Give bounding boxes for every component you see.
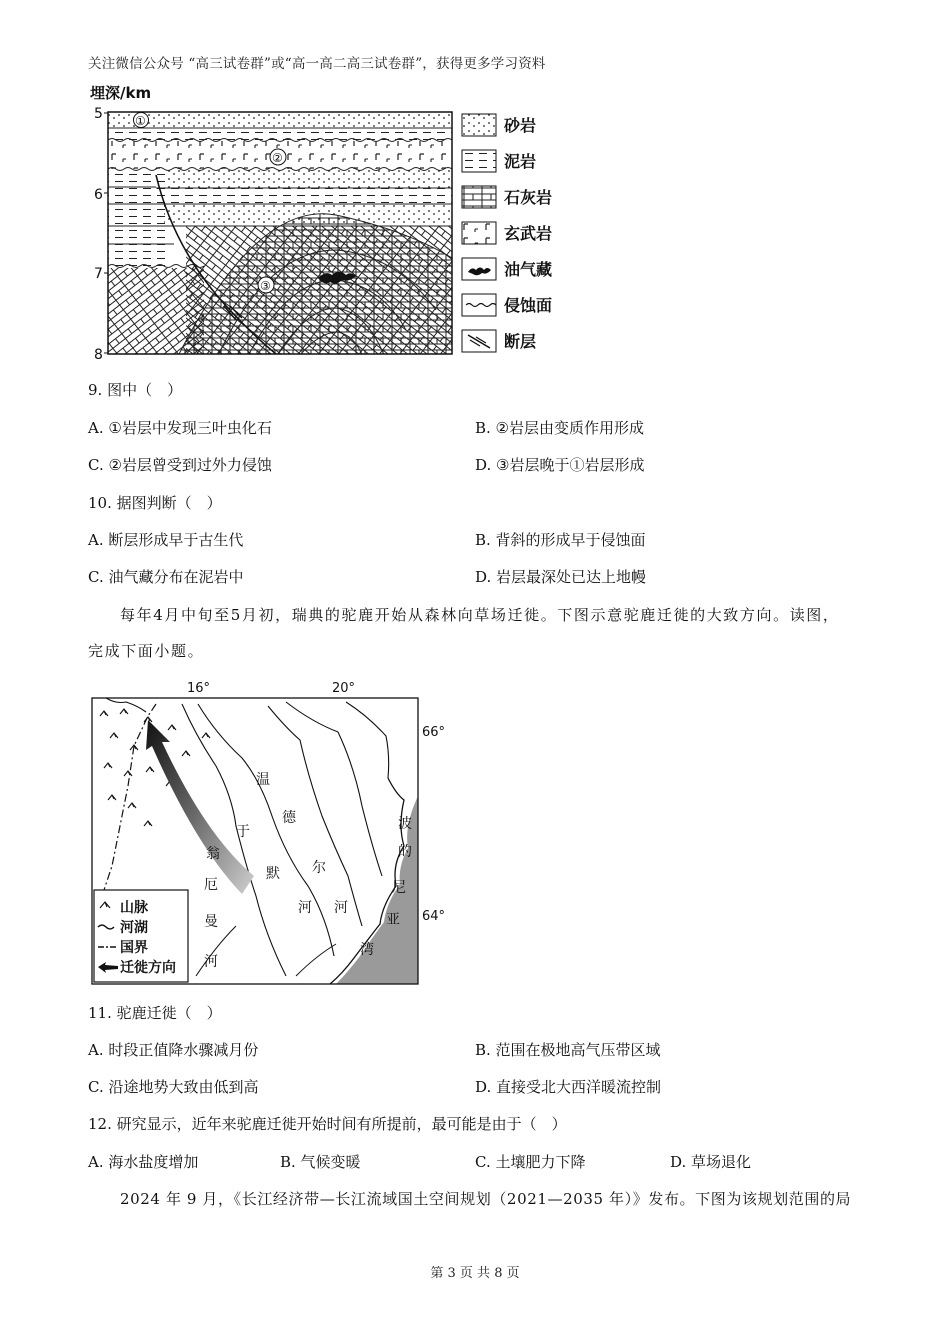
legend-fault: 断层 bbox=[504, 332, 537, 351]
figure1-legend bbox=[462, 114, 552, 352]
gulf-label-wan: 湾 bbox=[360, 942, 374, 958]
river-label-e: 厄 bbox=[204, 877, 218, 893]
river-label-mo: 默 bbox=[266, 866, 280, 882]
lat-label-64: 64° bbox=[422, 909, 446, 924]
q11-option-a[interactable]: A. 时段正值降水骤减月份 bbox=[88, 1041, 259, 1059]
q9-option-a[interactable]: A. ①岩层中发现三叶虫化石 bbox=[88, 419, 272, 437]
y-tick-5: 5 bbox=[94, 106, 103, 122]
q9-option-d[interactable]: D. ③岩层晚于①岩层形成 bbox=[475, 456, 645, 474]
river-label-he-3: 河 bbox=[334, 900, 348, 916]
legend-river: 河湖 bbox=[120, 920, 148, 936]
lat-label-66: 66° bbox=[422, 725, 446, 740]
page-footer: 第 3 页 共 8 页 bbox=[430, 1266, 520, 1281]
layer-marker-3: ③ bbox=[260, 279, 271, 293]
gulf-label-de: 的 bbox=[398, 844, 412, 860]
layer-marker-1: ① bbox=[135, 114, 146, 128]
river-label-er: 尔 bbox=[312, 860, 326, 876]
legend-basalt: 玄武岩 bbox=[504, 224, 553, 243]
map-legend bbox=[94, 890, 188, 982]
legend-erosion-surface: 侵蚀面 bbox=[504, 296, 553, 315]
gulf-label-ya: 亚 bbox=[386, 912, 400, 928]
legend-oil-gas: 油气藏 bbox=[504, 260, 553, 279]
yangtze-intro: 2024 年 9 月，《长江经济带—长江流域国土空间规划（2021—2035 年）》发布。下图为该规划范围的局 bbox=[120, 1190, 852, 1208]
q9-stem: 9. 图中（ ） bbox=[88, 381, 183, 399]
q10-option-b[interactable]: B. 背斜的形成早于侵蚀面 bbox=[475, 531, 646, 549]
legend-sandstone: 砂岩 bbox=[504, 116, 537, 135]
q12-option-d[interactable]: D. 草场退化 bbox=[670, 1153, 752, 1171]
q10-stem: 10. 据图判断（ ） bbox=[88, 494, 222, 512]
legend-migration: 迁徙方向 bbox=[120, 960, 176, 976]
q11-option-c[interactable]: C. 沿途地势大致由低到高 bbox=[88, 1078, 259, 1096]
y-tick-7: 7 bbox=[94, 266, 103, 282]
river-label-weng: 翁 bbox=[206, 846, 220, 862]
basalt-pattern-icon bbox=[462, 222, 496, 244]
y-tick-8: 8 bbox=[94, 347, 103, 363]
q9-option-b[interactable]: B. ②岩层由变质作用形成 bbox=[475, 419, 645, 437]
legend-mudstone: 泥岩 bbox=[504, 152, 537, 171]
q11-option-b[interactable]: B. 范围在极地高气压带区域 bbox=[475, 1041, 661, 1059]
reindeer-migration-map bbox=[86, 676, 466, 988]
q10-option-a[interactable]: A. 断层形成早于古生代 bbox=[88, 531, 244, 549]
river-label-he-2: 河 bbox=[298, 900, 312, 916]
q10-option-c[interactable]: C. 油气藏分布在泥岩中 bbox=[88, 568, 244, 586]
river-label-man: 曼 bbox=[204, 914, 218, 930]
q10-option-d[interactable]: D. 岩层最深处已达上地幔 bbox=[475, 568, 647, 586]
gulf-label-bo: 波 bbox=[398, 816, 412, 832]
reindeer-intro-line2: 完成下面小题。 bbox=[88, 642, 205, 660]
q11-option-d[interactable]: D. 直接受北大西洋暖流控制 bbox=[475, 1078, 662, 1096]
legend-limestone: 石灰岩 bbox=[504, 188, 553, 207]
river-label-he-1: 河 bbox=[204, 954, 218, 970]
y-axis-title: 埋深/km bbox=[90, 84, 152, 102]
reindeer-intro-line1: 每年4月中旬至5月初，瑞典的驼鹿开始从森林向草场迁徙。下图示意驼鹿迁徙的大致方向。读图， bbox=[120, 606, 840, 624]
river-label-yu: 于 bbox=[236, 824, 250, 840]
legend-mountain: 山脉 bbox=[120, 900, 148, 916]
q9-option-c[interactable]: C. ②岩层曾受到过外力侵蚀 bbox=[88, 456, 272, 474]
river-label-wen: 温 bbox=[256, 772, 270, 788]
sandstone-pattern-icon bbox=[462, 114, 496, 136]
gulf-label-ni: 尼 bbox=[392, 880, 406, 896]
legend-border: 国界 bbox=[120, 940, 148, 956]
stratigraphic-section-figure bbox=[86, 80, 586, 365]
q12-option-b[interactable]: B. 气候变暖 bbox=[280, 1153, 361, 1171]
q12-option-c[interactable]: C. 土壤肥力下降 bbox=[475, 1153, 586, 1171]
limestone-pattern-icon bbox=[462, 186, 496, 208]
river-label-de: 德 bbox=[282, 810, 296, 826]
lon-label-16: 16° bbox=[187, 681, 211, 696]
q11-stem: 11. 驼鹿迁徙（ ） bbox=[88, 1004, 222, 1022]
y-tick-6: 6 bbox=[94, 187, 103, 203]
q12-stem: 12. 研究显示，近年来驼鹿迁徙开始时间有所提前，最可能是由于（ ） bbox=[88, 1115, 567, 1133]
section-body bbox=[108, 112, 468, 360]
mudstone-pattern-icon bbox=[462, 150, 496, 172]
header-note: 关注微信公众号 “高三试卷群”或“高一高二高三试卷群”，获得更多学习资料 bbox=[88, 56, 546, 72]
q12-option-a[interactable]: A. 海水盐度增加 bbox=[88, 1153, 199, 1171]
lon-label-20: 20° bbox=[332, 681, 356, 696]
layer-marker-2: ② bbox=[272, 151, 283, 165]
